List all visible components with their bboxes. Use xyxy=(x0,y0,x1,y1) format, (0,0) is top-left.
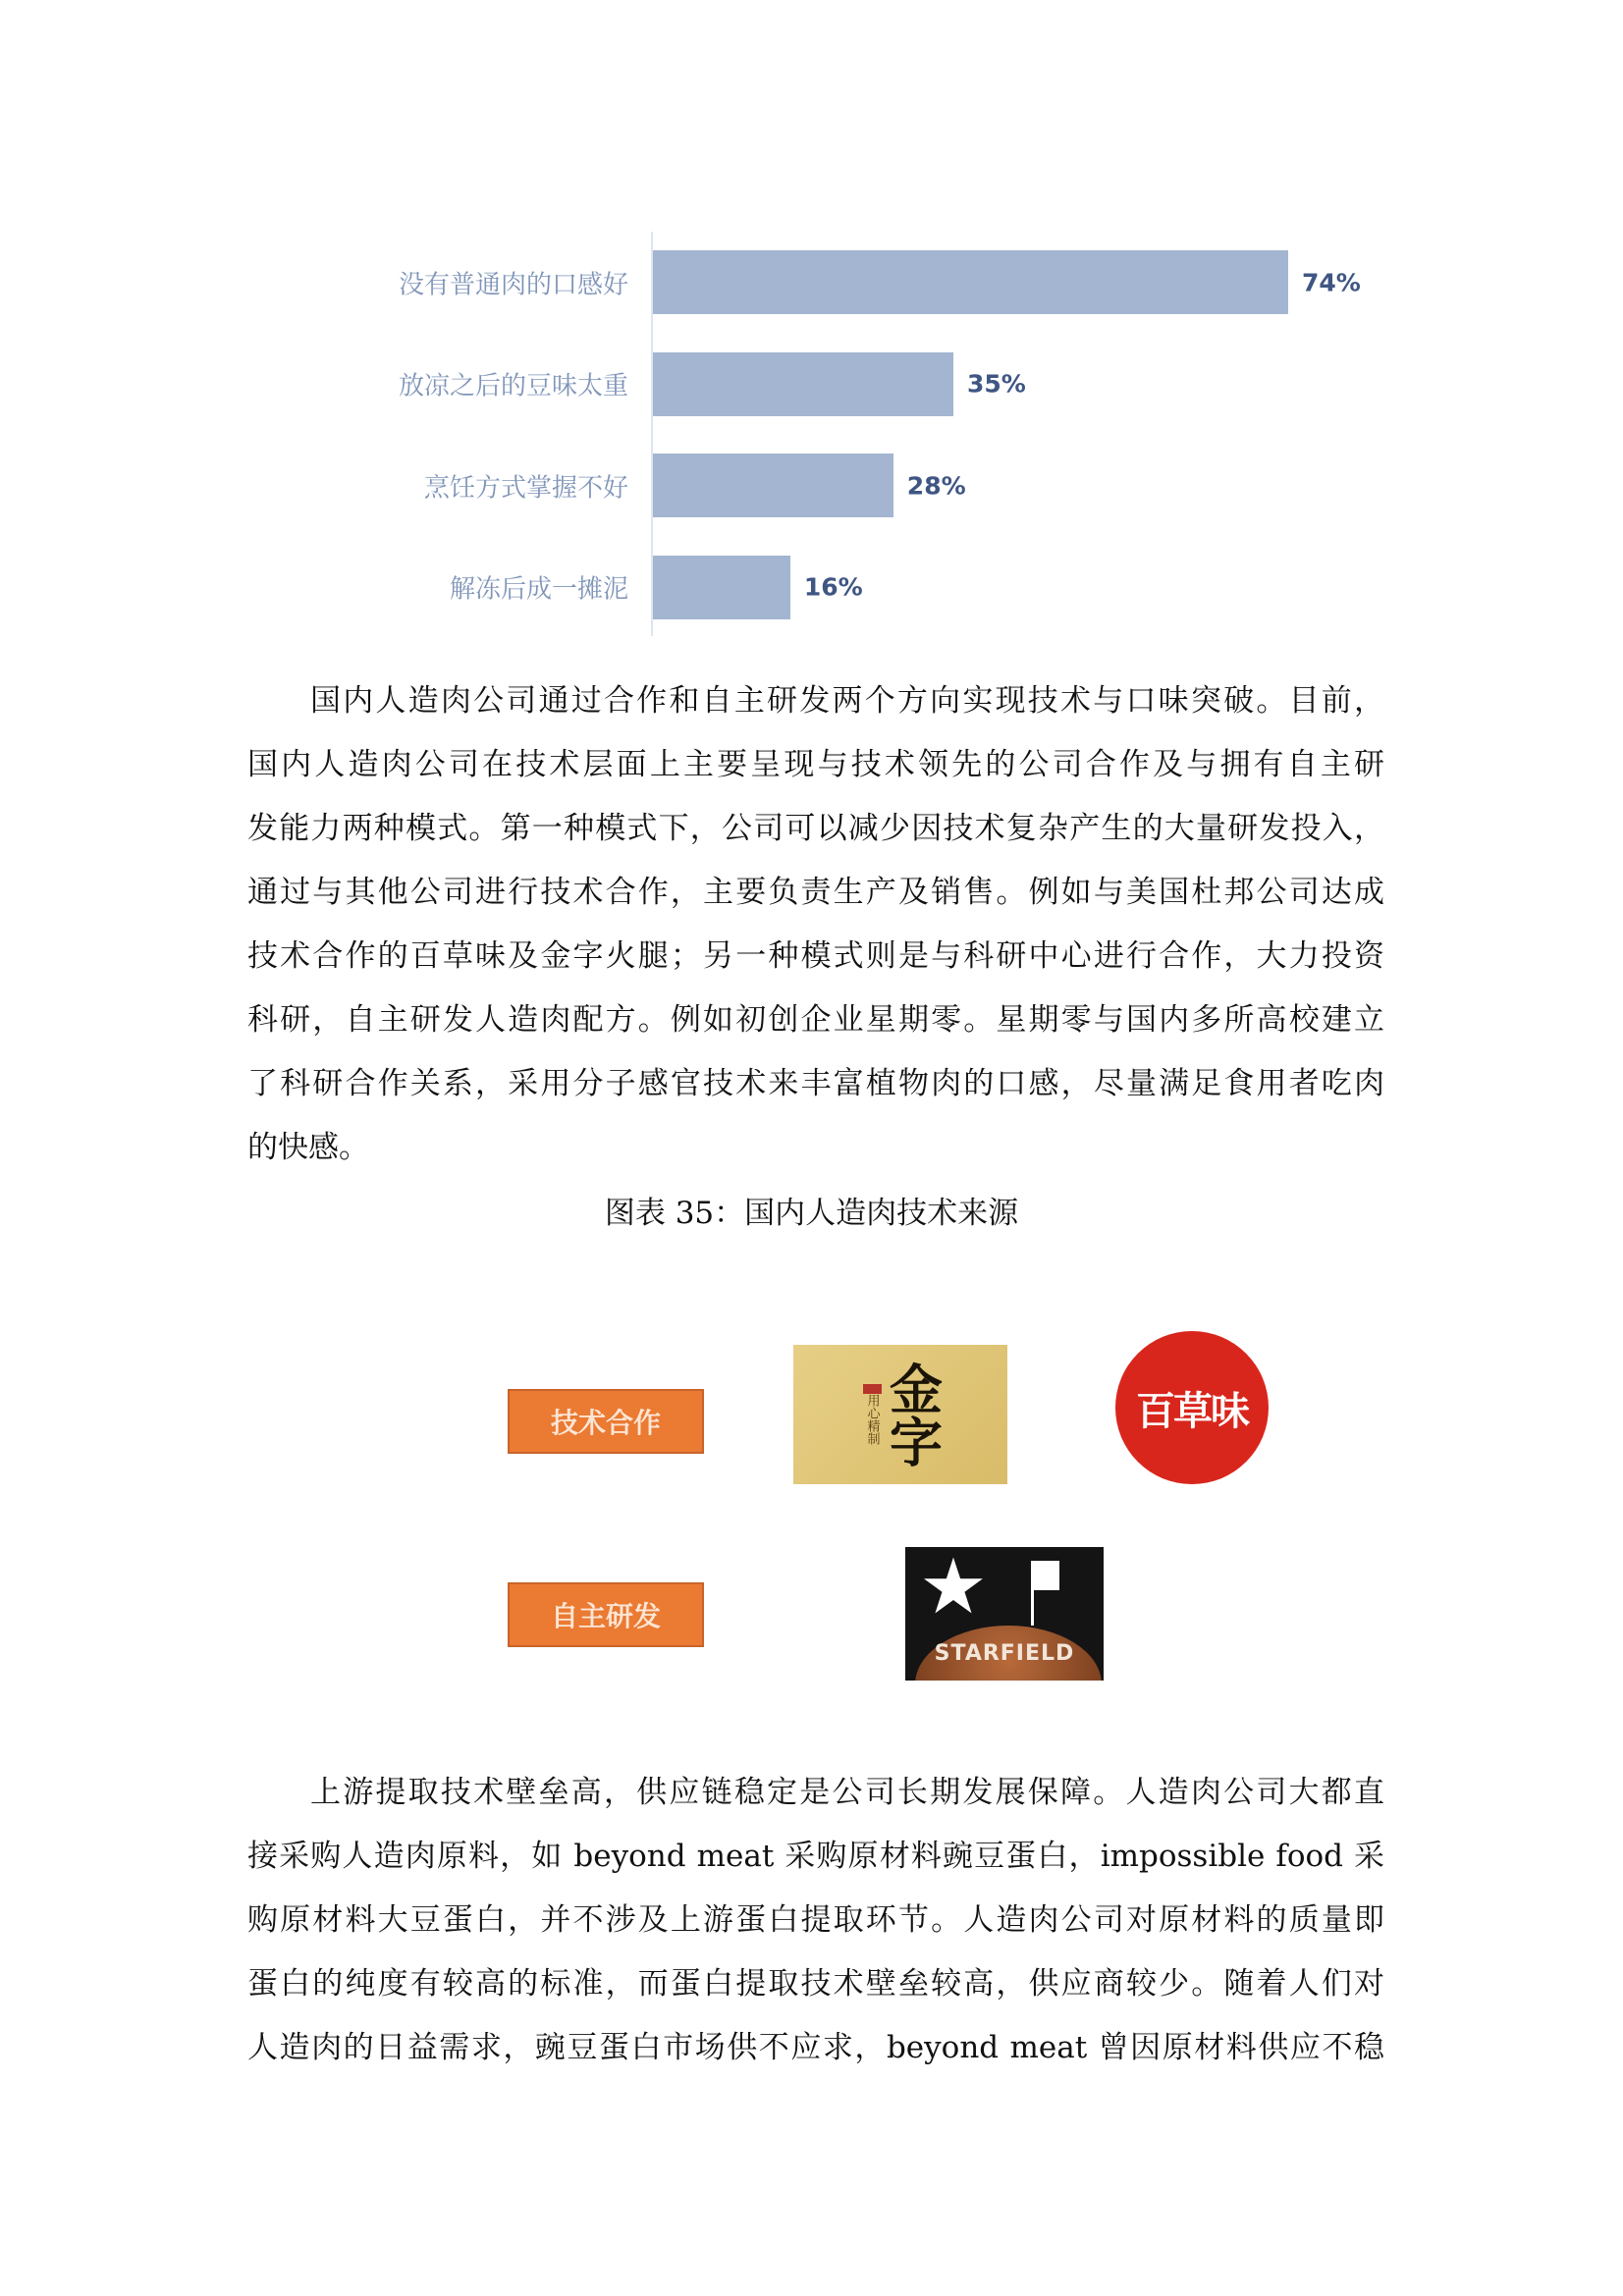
paragraph-tech-cooperation xyxy=(247,669,1384,1180)
figure-caption: 图表 35：国内人造肉技术来源 xyxy=(604,1196,1019,1231)
jinzi-logo-sub: 用心精制 xyxy=(863,1384,882,1445)
value-label: 28% xyxy=(906,471,966,500)
text-line: 的快感。 xyxy=(247,1130,369,1165)
paragraph-upstream-supply xyxy=(247,1761,1384,2080)
text-line: 发能力两种模式。第一种模式下，公司可以减少因技术复杂产生的大量研发投入， xyxy=(247,811,1384,846)
bar xyxy=(653,250,1288,314)
bar xyxy=(653,352,953,416)
tag-tech-cooperation: 技术合作 xyxy=(508,1389,704,1454)
category-label: 没有普通肉的口感好 xyxy=(398,270,628,299)
baicaowei-logo xyxy=(1115,1331,1269,1484)
category-label: 烹饪方式掌握不好 xyxy=(423,473,628,503)
jinzi-logo xyxy=(793,1345,1007,1484)
value-label: 74% xyxy=(1302,268,1361,296)
text-line: 技术合作的百草味及金字火腿；另一种模式则是与科研中心进行合作，大力投资 xyxy=(247,938,1384,974)
tag-independent-rd: 自主研发 xyxy=(508,1582,704,1647)
text-line: 通过与其他公司进行技术合作，主要负责生产及销售。例如与美国杜邦公司达成 xyxy=(247,875,1384,910)
value-label: 16% xyxy=(803,572,863,602)
starfield-logo xyxy=(905,1547,1104,1681)
category-label: 放凉之后的豆味太重 xyxy=(398,371,628,401)
category-label: 解冻后成一摊泥 xyxy=(449,574,628,605)
text-line: 蛋白的纯度有较高的标准，而蛋白提取技术壁垒较高，供应商较少。随着人们对 xyxy=(247,1966,1384,2002)
baicaowei-logo-text: 百草味 xyxy=(1136,1388,1248,1434)
value-label: 35% xyxy=(967,369,1026,399)
flag-icon xyxy=(1033,1561,1059,1590)
star-icon: ★ xyxy=(919,1547,988,1631)
text-line: 上游提取技术壁垒高，供应链稳定是公司长期发展保障。人造肉公司大都直 xyxy=(310,1775,1384,1810)
text-line: 科研，自主研发人造肉配方。例如初创企业星期零。星期零与国内多所高校建立 xyxy=(247,1002,1384,1038)
bar xyxy=(653,556,790,619)
text-line: 购原材料大豆蛋白，并不涉及上游蛋白提取环节。人造肉公司对原材料的质量即 xyxy=(247,1902,1384,1938)
text-line: 国内人造肉公司通过合作和自主研发两个方向实现技术与口味突破。目前， xyxy=(310,683,1384,719)
bar-chart xyxy=(0,0,1623,687)
text-line: 了科研合作关系，采用分子感官技术来丰富植物肉的口感，尽量满足食用者吃肉 xyxy=(247,1066,1384,1101)
text-line: 接采购人造肉原料，如 beyond meat 采购原材料豌豆蛋白，impossible food 采 xyxy=(247,1839,1384,1874)
bar xyxy=(653,454,893,517)
text-line: 人造肉的日益需求，豌豆蛋白市场供不应求，beyond meat 曾因原材料供应不稳 xyxy=(247,2030,1384,2065)
starfield-logo-text: STARFIELD xyxy=(934,1641,1075,1666)
jinzi-logo-main: 金字 xyxy=(881,1362,945,1468)
text-line: 国内人造肉公司在技术层面上主要呈现与技术领先的公司合作及与拥有自主研 xyxy=(247,747,1384,782)
